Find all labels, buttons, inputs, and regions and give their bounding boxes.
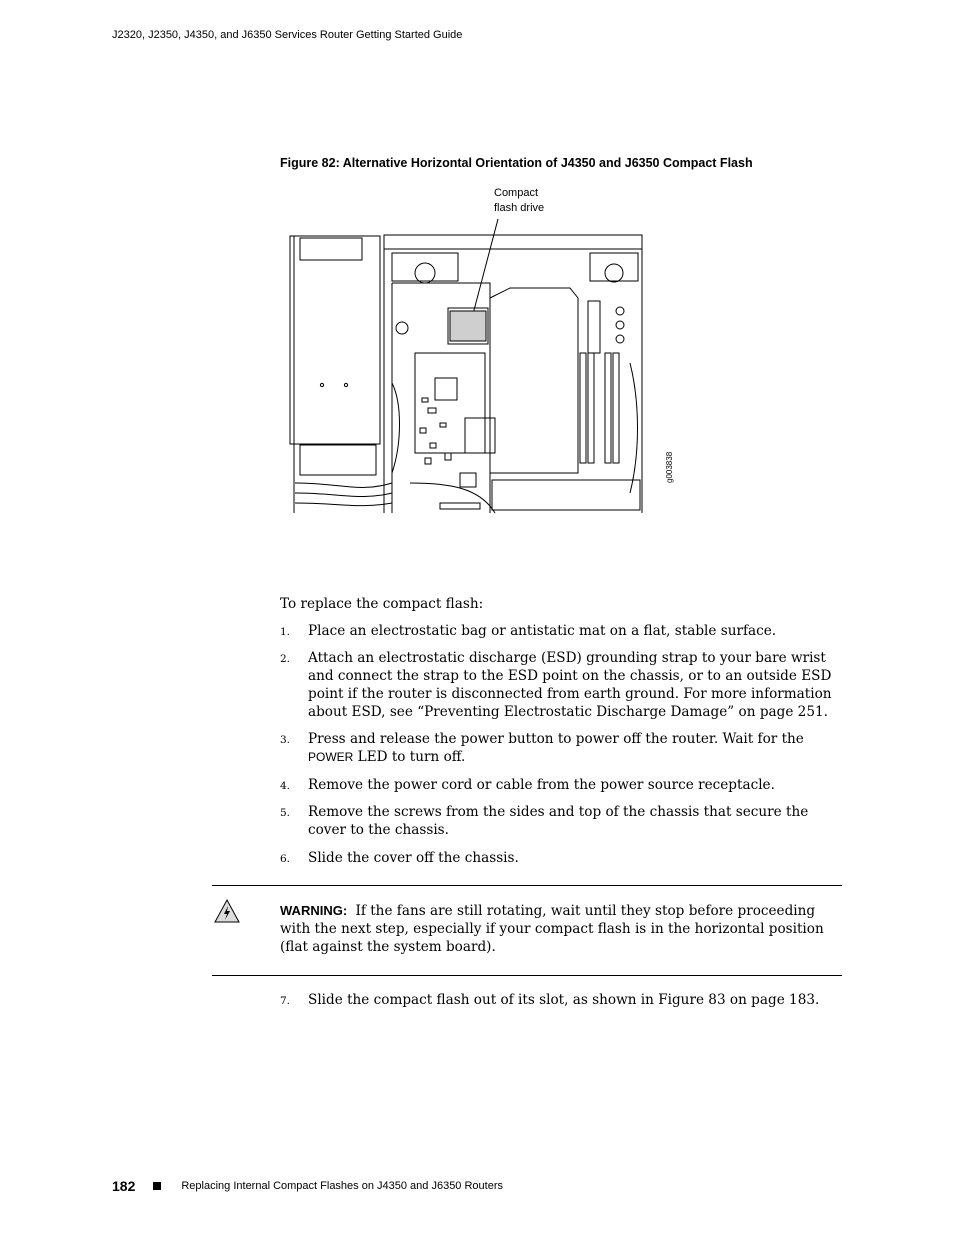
step-number: 5.: [280, 807, 291, 819]
callout-line-2: flash drive: [494, 202, 545, 214]
list-item: [280, 649, 844, 721]
step-text: Slide the cover off the chassis.: [308, 850, 519, 866]
electrical-hazard-icon: [213, 898, 241, 924]
list-item: [280, 849, 844, 867]
warning-text: [280, 902, 844, 956]
power-led-label: POWER: [308, 750, 354, 764]
step-number: 7.: [280, 995, 291, 1007]
figure-caption: Figure 82: Alternative Horizontal Orientation of J4350 and J6350 Compact Flash: [280, 156, 753, 170]
step-text-part: Press and release the power button to power off the router. Wait for the: [308, 731, 804, 747]
router-chassis-drawing: [280, 183, 660, 523]
step-text: Remove the power cord or cable from the power source receptacle.: [308, 777, 775, 793]
list-item: [280, 622, 844, 640]
footer-square-bullet: [153, 1182, 161, 1190]
running-header: J2320, J2350, J4350, and J6350 Services Router Getting Started Guide: [112, 29, 463, 41]
callout-line-1: Compact: [494, 187, 539, 199]
step-text-part: LED to turn off.: [353, 749, 466, 765]
intro-text: To replace the compact flash:: [280, 596, 484, 612]
step-number: 3.: [280, 734, 291, 746]
step-text: Place an electrostatic bag or antistatic mat on a flat, stable surface.: [308, 623, 777, 639]
figure-82: [280, 183, 700, 523]
figure-id: g003838: [665, 451, 674, 483]
page-number: 182: [112, 1178, 136, 1194]
warning-top-rule: [212, 885, 842, 886]
warning-bottom-rule: [212, 975, 842, 976]
list-item: [280, 776, 844, 794]
footer-section-title: Replacing Internal Compact Flashes on J4350 and J6350 Routers: [181, 1180, 503, 1192]
step-text: [308, 730, 844, 766]
step-number: 4.: [280, 780, 291, 792]
list-item: [280, 730, 844, 766]
step-text: Attach an electrostatic discharge (ESD) grounding strap to your bare wrist and connect the strap to the ESD point on the chassis, or to an outside ESD point if the router is disconnected from earth ground. For more information about ESD, see “Preventing Electrostatic Discharge Damage” on page 251.: [308, 650, 832, 720]
step-number: 6.: [280, 853, 291, 865]
warning-body: If the fans are still rotating, wait until they stop before proceeding with the next step, especially if your compact flash is in the horizontal position (flat against the system board).: [280, 903, 824, 955]
list-item: [280, 991, 844, 1009]
page-footer: [112, 1178, 503, 1194]
list-item: [280, 803, 844, 839]
step-text: Remove the screws from the sides and top of the chassis that secure the cover to the chassis.: [308, 804, 809, 838]
step-text: Slide the compact flash out of its slot, as shown in Figure 83 on page 183.: [308, 992, 820, 1008]
step-number: 1.: [280, 626, 291, 638]
warning-label: WARNING:: [280, 903, 348, 918]
step-number: 2.: [280, 653, 291, 665]
